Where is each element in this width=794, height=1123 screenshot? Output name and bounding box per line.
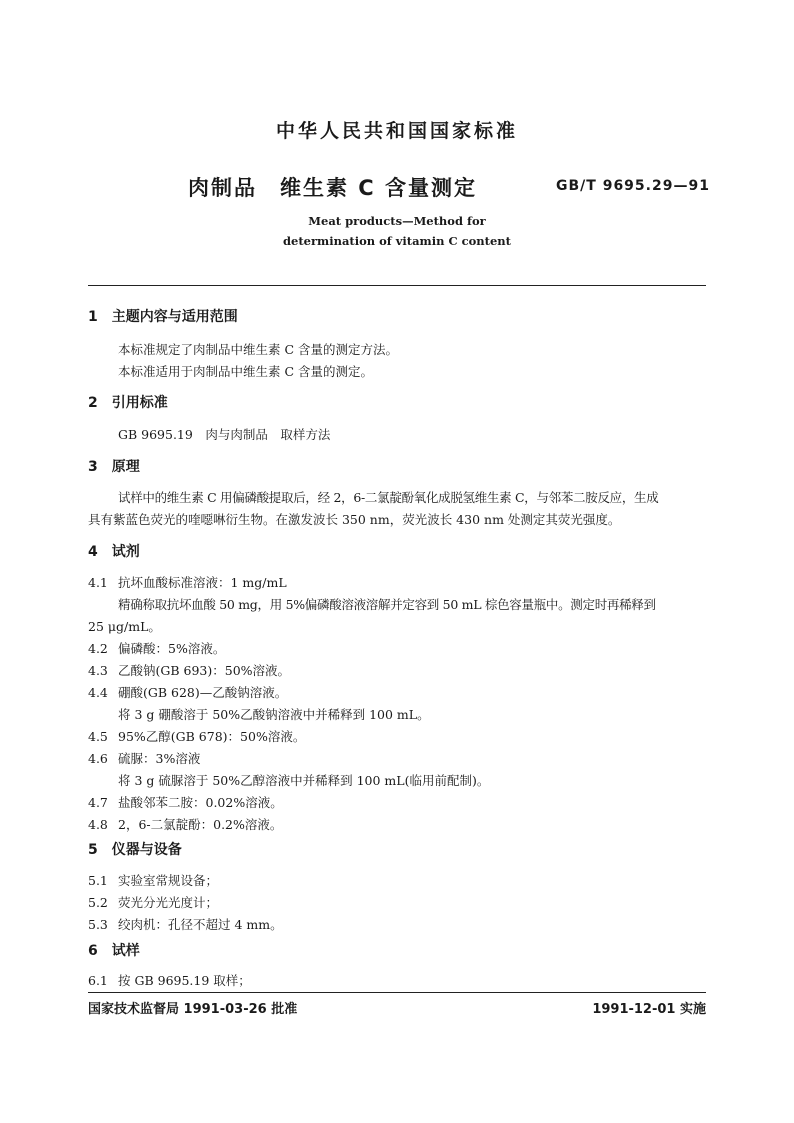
- item-number: 4.4: [88, 685, 108, 700]
- english-title-line1: Meat products—Method for: [308, 214, 486, 228]
- item-number: 4.5: [88, 729, 108, 744]
- item-5-1: [88, 871, 218, 889]
- item-4-4: [88, 683, 287, 701]
- section-2-heading: 2 引用标准: [88, 395, 168, 411]
- item-5-3: [88, 915, 283, 933]
- item-4-3: [88, 661, 290, 679]
- item-number: 5.2: [88, 895, 108, 910]
- item-number: 4.2: [88, 641, 108, 656]
- item-5-2: [88, 893, 218, 911]
- item-number: 4.1: [88, 575, 108, 590]
- item-text: 实验室常规设备；: [118, 873, 219, 888]
- section-1-heading: 1 主题内容与适用范围: [88, 309, 238, 325]
- item-4-6: [88, 749, 200, 767]
- approval-line: 国家技术监督局 1991-03-26 批准: [88, 1002, 298, 1017]
- item-text: 95%乙醇(GB 678)：50%溶液。: [118, 729, 306, 744]
- effective-date-line: 1991-12-01 实施: [592, 1002, 706, 1017]
- item-number: 4.6: [88, 751, 108, 766]
- section-3-para-line-2: 具有紫蓝色荧光的喹噁啉衍生物。在激发波长 350 nm，荧光波长 430 nm 处测定其荧光强度。: [88, 512, 621, 527]
- item-number: 6.1: [88, 973, 108, 988]
- item-text: 盐酸邻苯二胺：0.02%溶液。: [118, 795, 283, 810]
- item-text: 荧光分光光度计；: [118, 895, 219, 910]
- item-text: 绞肉机：孔径不超过 4 mm。: [118, 917, 283, 932]
- section-3-para-line-1: 试样中的维生素 C 用偏磷酸提取后，经 2，6-二氯靛酚氧化成脱氢维生素 C，与邻苯二胺反应，生成: [118, 490, 659, 505]
- item-number: 4.8: [88, 817, 108, 832]
- item-4-1: [88, 573, 287, 591]
- item-text: 硫脲：3%溶液: [118, 751, 201, 766]
- item-text: 偏磷酸：5%溶液。: [118, 641, 226, 656]
- section-1-para-2: 本标准适用于肉制品中维生素 C 含量的测定。: [118, 364, 374, 379]
- item-4-4-desc: 将 3 g 硼酸溶于 50%乙酸钠溶液中并稀释到 100 mL。: [118, 707, 430, 722]
- item-4-8: [88, 815, 282, 833]
- item-number: 5.1: [88, 873, 108, 888]
- item-4-6-desc: 将 3 g 硫脲溶于 50%乙醇溶液中并稀释到 100 mL(临用前配制)。: [118, 773, 490, 788]
- section-5-heading: 5 仪器与设备: [88, 842, 182, 858]
- section-2-para-1: GB 9695.19 肉与肉制品 取样方法: [118, 427, 331, 442]
- item-text: 抗坏血酸标准溶液：1 mg/mL: [118, 575, 287, 590]
- item-4-2: [88, 639, 225, 657]
- item-number: 4.7: [88, 795, 108, 810]
- footer-rule: [88, 992, 706, 993]
- item-4-7: [88, 793, 283, 811]
- item-number: 4.3: [88, 663, 108, 678]
- standard-number: GB/T 9695.29—91: [556, 178, 710, 194]
- item-text: 乙酸钠(GB 693)：50%溶液。: [118, 663, 291, 678]
- item-4-1-desc-2: 25 μg/mL。: [88, 619, 161, 634]
- item-number: 5.3: [88, 917, 108, 932]
- item-6-1: [88, 971, 251, 989]
- national-standard-title: 中华人民共和国国家标准: [275, 120, 518, 142]
- english-title-line2: determination of vitamin C content: [283, 234, 511, 248]
- item-text: 按 GB 9695.19 取样；: [118, 973, 251, 988]
- item-text: 硼酸(GB 628)—乙酸钠溶液。: [118, 685, 288, 700]
- document-title: 肉制品 维生素 C 含量测定: [188, 176, 478, 200]
- section-6-heading: 6 试样: [88, 943, 140, 959]
- item-4-1-desc-1: 精确称取抗坏血酸 50 mg，用 5%偏磷酸溶液溶解并定容到 50 mL 棕色容量瓶中。测定时再稀释到: [118, 597, 656, 612]
- section-4-heading: 4 试剂: [88, 544, 140, 560]
- item-text: 2，6-二氯靛酚：0.2%溶液。: [118, 817, 283, 832]
- item-4-5: [88, 727, 305, 745]
- section-3-heading: 3 原理: [88, 459, 140, 475]
- header-rule: [88, 285, 706, 286]
- section-1-para-1: 本标准规定了肉制品中维生素 C 含量的测定方法。: [118, 342, 399, 357]
